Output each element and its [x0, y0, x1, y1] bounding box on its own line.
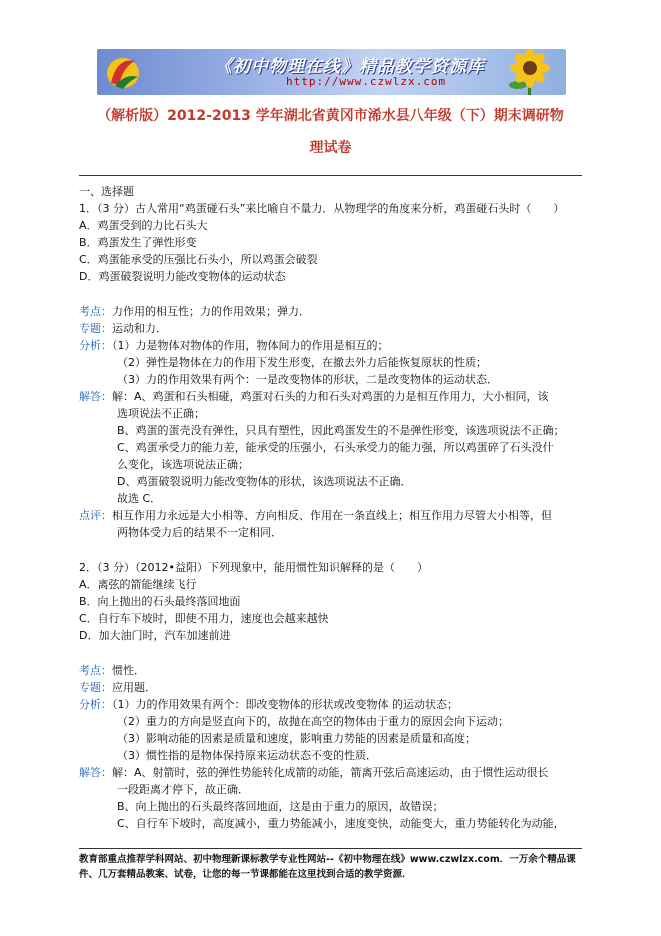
- section-label: 分析：: [79, 339, 112, 352]
- line-text: 运动和力．: [112, 322, 167, 335]
- text-line: [117, 526, 282, 540]
- section-label: 考点：: [79, 664, 112, 677]
- text-line: [79, 766, 549, 780]
- line-text: D、鸡蛋破裂说明力能改变物体的形状，该选项说法不正确．: [117, 475, 412, 488]
- line-text: 2．（3 分）（2012•益阳）下列现象中，能用惯性知识解释的是（ ）: [79, 561, 428, 574]
- footer-line-2: 件、几万套精品教案、试卷，让您的每一节课都能在这里找到合适的教学资源．: [79, 869, 412, 880]
- text-line: [79, 390, 549, 404]
- line-text: （2）重力的方向是竖直向下的，故抛在高空的物体由于重力的原因会向下运动；: [117, 715, 509, 728]
- section-label: 专题：: [79, 322, 112, 335]
- text-line: [117, 458, 249, 472]
- text-line: [79, 629, 230, 643]
- line-text: （1）力是物体对物体的作用，物体间力的作用是相互的；: [112, 339, 389, 352]
- text-line: [117, 817, 565, 831]
- section-label: 考点：: [79, 305, 112, 318]
- top-divider: [79, 175, 582, 176]
- header-banner: [97, 49, 566, 95]
- line-text: C．鸡蛋能承受的压强比石头小，所以鸡蛋会破裂: [79, 253, 318, 266]
- text-line: [79, 236, 197, 250]
- text-line: [117, 800, 444, 814]
- line-text: B．鸡蛋发生了弹性形变: [79, 236, 197, 249]
- line-text: 解：A、射箭时，弦的弹性势能转化成箭的动能，箭离开弦后高速运动，由于惯性运动很长: [112, 766, 549, 779]
- text-line: [117, 475, 411, 489]
- text-line: [79, 612, 329, 626]
- text-line: [79, 185, 134, 199]
- line-text: A．鸡蛋受到的力比石头大: [79, 219, 208, 232]
- line-text: 应用题．: [112, 681, 156, 694]
- line-text: B、鸡蛋的蛋壳没有弹性，只具有塑性，因此鸡蛋发生的不是弹性形变，该选项说法不正确；: [117, 424, 565, 437]
- text-line: [79, 202, 564, 216]
- line-text: （3）惯性指的是物体保持原来运动状态不变的性质．: [117, 749, 377, 762]
- text-line: [79, 270, 285, 284]
- banner-title: 《初中物理在线》精品教学资源库: [215, 57, 485, 77]
- line-text: B．向上抛出的石头最终落回地面: [79, 595, 241, 608]
- line-text: 故选 C．: [117, 492, 162, 505]
- text-line: [117, 715, 509, 729]
- text-line: [79, 509, 552, 523]
- line-text: 么变化，该选项说法正确；: [117, 458, 249, 471]
- text-line: [79, 322, 167, 336]
- line-text: 惯性．: [112, 664, 145, 677]
- section-label: 专题：: [79, 681, 112, 694]
- text-line: [79, 305, 310, 319]
- section-label: 解答：: [79, 766, 112, 779]
- line-text: C．自行车下坡时，即使不用力，速度也会越来越快: [79, 612, 329, 625]
- line-text: 一、选择题: [79, 185, 134, 198]
- section-label: 点评：: [79, 509, 112, 522]
- text-line: [117, 441, 554, 455]
- line-text: 一段距离才停下，故正确．: [117, 783, 249, 796]
- text-line: [79, 561, 428, 575]
- text-line: [117, 373, 498, 387]
- footer-divider: [79, 848, 582, 849]
- text-line: [117, 424, 565, 438]
- line-text: 两物体受力后的结果不一定相同．: [117, 526, 282, 539]
- line-text: A．离弦的箭能继续飞行: [79, 578, 197, 591]
- document-title-continued: 理试卷: [309, 140, 352, 156]
- section-label: 分析：: [79, 698, 112, 711]
- text-line: [117, 356, 487, 370]
- text-line: [79, 698, 458, 712]
- line-text: 选项说法不正确；: [117, 407, 205, 420]
- text-line: [79, 219, 208, 233]
- line-text: （3）影响动能的因素是质量和速度，影响重力势能的因素是质量和高度；: [117, 732, 476, 745]
- line-text: C、自行车下坡时，高度减小，重力势能减小，速度变快，动能变大，重力势能转化为动能，: [117, 817, 565, 830]
- text-line: [79, 595, 241, 609]
- text-line: [79, 253, 318, 267]
- text-line: [117, 783, 249, 797]
- text-line: [79, 578, 197, 592]
- line-text: C、鸡蛋承受力的能力差，能承受的压强小，石头承受力的能力强，所以鸡蛋碎了石头没什: [117, 441, 554, 454]
- text-line: [117, 732, 476, 746]
- section-label: 解答：: [79, 390, 112, 403]
- document-title: （解析版）2012-2013 学年湖北省黄冈市浠水县八年级（下）期末调研物: [97, 108, 564, 124]
- line-text: （1）力的作用效果有两个：即改变物体的形状或改变物体 的运动状态；: [112, 698, 458, 711]
- text-line: [117, 407, 205, 421]
- line-text: D．鸡蛋破裂说明力能改变物体的运动状态: [79, 270, 286, 283]
- line-text: D．加大油门时，汽车加速前进: [79, 629, 231, 642]
- line-text: 相互作用力永远是大小相等、方向相反、作用在一条直线上；相互作用力尽管大小相等，但: [112, 509, 552, 522]
- line-text: 1．（3 分）古人常用“鸡蛋碰石头”来比喻自不量力．从物理学的角度来分析，鸡蛋碰石头时（ ）: [79, 202, 565, 215]
- text-line: [79, 664, 145, 678]
- line-text: 解：A、鸡蛋和石头相碰，鸡蛋对石头的力和石头对鸡蛋的力是相互作用力，大小相同，该: [112, 390, 549, 403]
- site-logo-icon: [105, 53, 141, 91]
- footer-line-1: 教育部重点推荐学科网站、初中物理新课标教学专业性网站--《初中物理在线》www.czwlzx.com．一万余个精品课: [79, 854, 576, 865]
- text-line: [117, 492, 161, 506]
- text-line: [117, 749, 377, 763]
- text-line: [79, 339, 389, 353]
- line-text: B、向上抛出的石头最终落回地面，这是由于重力的原因，故错误；: [117, 800, 444, 813]
- text-line: [79, 681, 156, 695]
- line-text: 力作用的相互性；力的作用效果；弹力．: [112, 305, 310, 318]
- banner-url[interactable]: http://www.czwlzx.com: [286, 75, 447, 88]
- line-text: （3）力的作用效果有两个：一是改变物体的形状，二是改变物体的运动状态．: [117, 373, 498, 386]
- sunflower-icon: [500, 49, 560, 95]
- line-text: （2）弹性是物体在力的作用下发生形变，在撤去外力后能恢复原状的性质；: [117, 356, 487, 369]
